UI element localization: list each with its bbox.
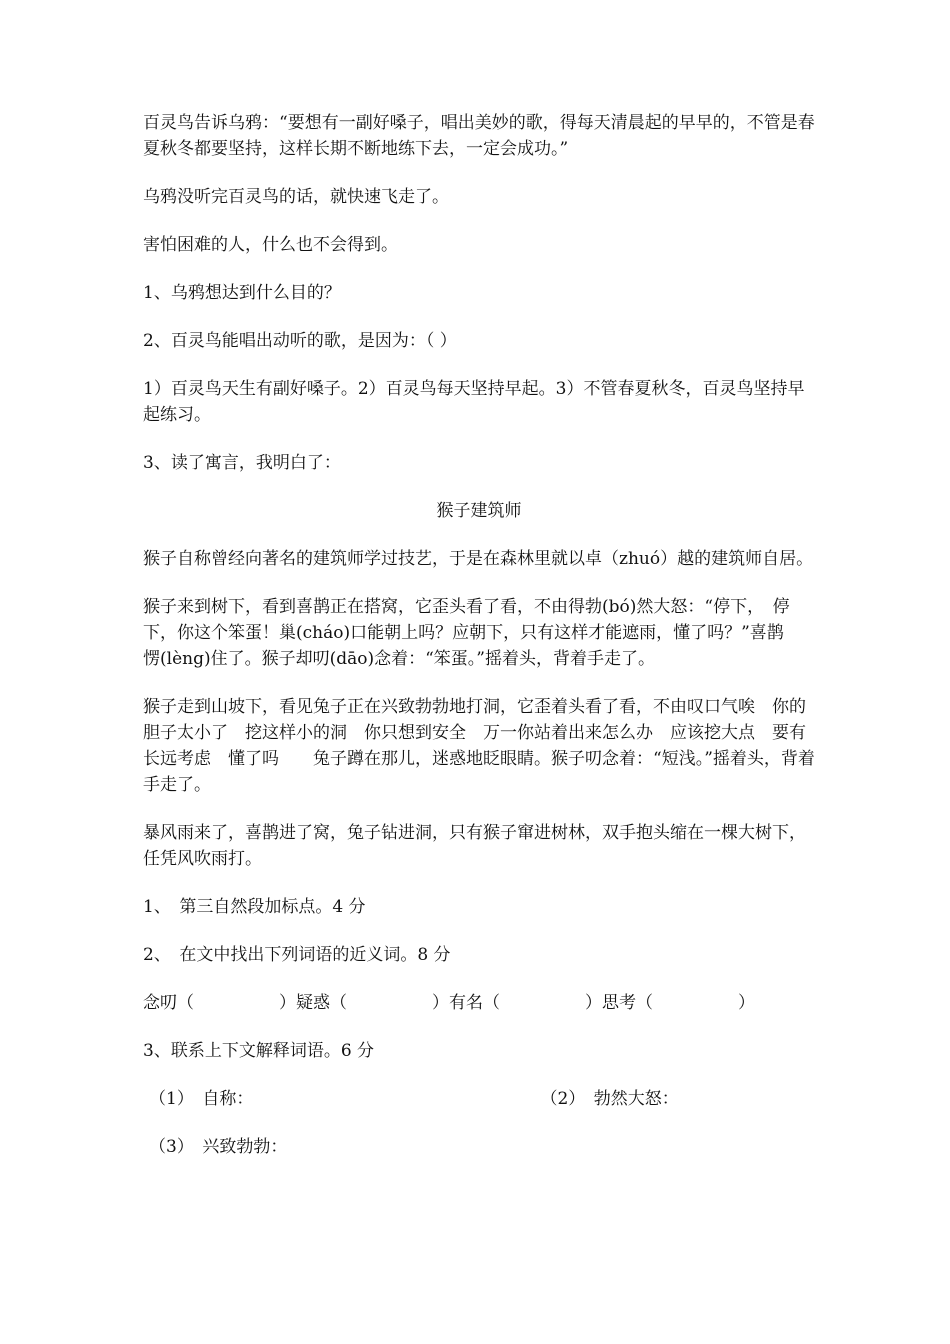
question-3: 3、读了寓言，我明白了：	[143, 453, 341, 473]
story-question-3: 3、联系上下文解释词语。6 分	[143, 1041, 375, 1061]
question-2: 2、百灵鸟能唱出动听的歌，是因为：（ ）	[143, 331, 457, 351]
story-title: 猴子建筑师	[436, 501, 522, 521]
story-paragraph-1: 猴子自称曾经向著名的建筑师学过技艺，于是在森林里就以卓（zhuó）越的建筑师自居。	[143, 549, 814, 569]
question-2-options: 1）百灵鸟天生有副好嗓子。2）百灵鸟每天坚持早起。3）不管春夏秋冬，百灵鸟坚持早起练习。	[143, 379, 805, 425]
story-question-2: 2、 在文中找出下列词语的近义词。8 分	[143, 945, 451, 965]
story-question-2-blanks: 念叨（ ）疑惑（ ）有名（ ）思考（ ）	[143, 993, 755, 1013]
story-question-3-item-2: （2） 勃然大怒：	[540, 1089, 679, 1109]
question-1: 1、乌鸦想达到什么目的？	[143, 283, 341, 303]
story-paragraph-2: 猴子来到树下，看到喜鹊正在搭窝，它歪头看了看，不由得勃(bó)然大怒：“停下， 停下，你这个笨蛋！巢(cháo)口能朝上吗？应朝下，只有这样才能遮雨，懂了吗？”喜鹊 愣(lèng)住了。猴子却叨(dāo)念着：“笨蛋。”摇着头，背着手走了。	[143, 597, 801, 669]
paragraph-lark-advice: 百灵鸟告诉乌鸦：“要想有一副好嗓子，唱出美妙的歌，得每天清晨起的早早的，不管是春夏秋冬都要坚持，这样长期不断地练下去，一定会成功。”	[143, 113, 815, 159]
story-paragraph-4: 暴风雨来了，喜鹊进了窝，兔子钻进洞，只有猴子窜进树林，双手抱头缩在一棵大树下，任凭风吹雨打。	[143, 823, 806, 869]
story-question-3-row-2	[143, 1134, 815, 1160]
story-question-3-item-3: （3） 兴致勃勃：	[149, 1137, 288, 1157]
paragraph-moral: 害怕困难的人，什么也不会得到。	[143, 235, 398, 255]
document-content	[143, 110, 815, 1182]
story-paragraph-3: 猴子走到山坡下，看见兔子正在兴致勃勃地打洞，它歪着头看了看，不由叹口气唉 你的胆子太小了 挖这样小的洞 你只想到安全 万一你站着出来怎么办 应该挖大点 要有长远考虑 懂了吗 兔子蹲在那儿，迷惑地眨眼睛。猴子叨念着：“短浅。”摇着头，背着手走了。	[143, 697, 815, 795]
story-question-3-item-1: （1） 自称：	[149, 1089, 254, 1109]
story-question-3-row-1	[143, 1086, 815, 1112]
paragraph-crow-flies: 乌鸦没听完百灵鸟的话，就快速飞走了。	[143, 187, 449, 207]
story-question-1: 1、 第三自然段加标点。4 分	[143, 897, 366, 917]
